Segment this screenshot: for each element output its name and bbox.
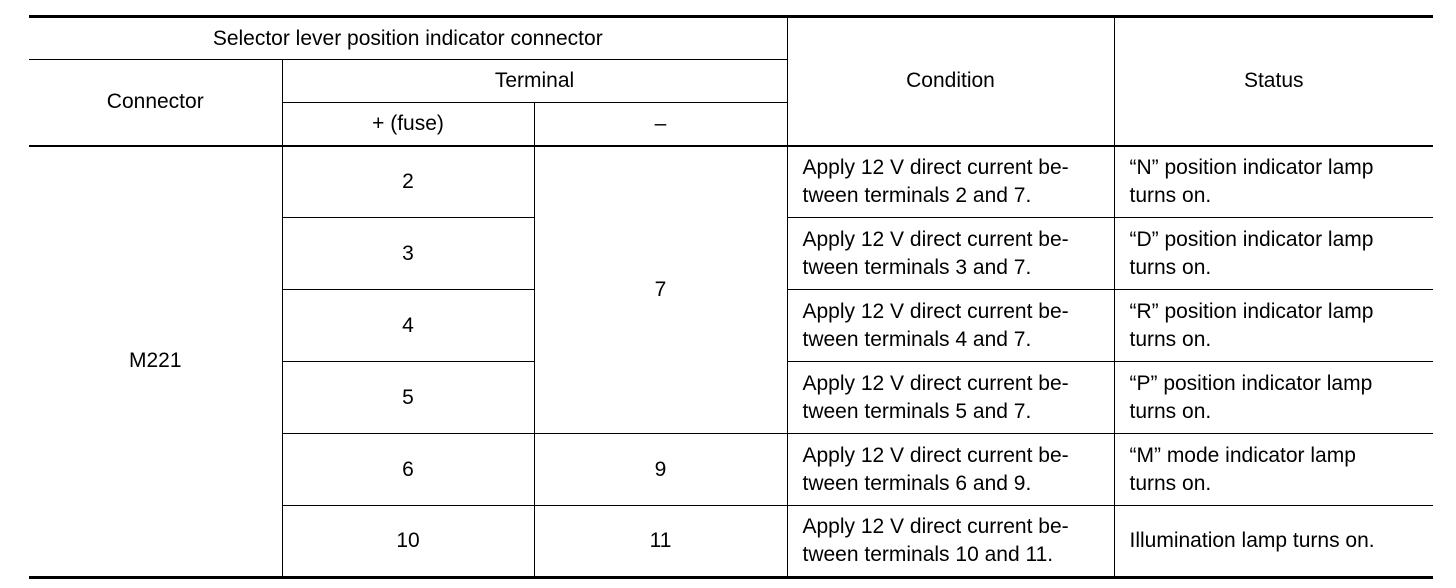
status-line-2: turns on. <box>1129 471 1212 495</box>
condition-line-2: tween terminals 4 and 7. <box>802 327 1032 351</box>
status-cell <box>1114 218 1433 290</box>
status-line-2: turns on. <box>1129 255 1212 279</box>
status-cell <box>1114 434 1433 506</box>
header-terminal-minus: – <box>534 103 787 146</box>
condition-line-1: Apply 12 V direct current be- <box>802 155 1069 179</box>
condition-cell <box>787 362 1114 434</box>
status-line-1: “M” mode indicator lamp <box>1129 443 1356 467</box>
status-cell <box>1114 290 1433 362</box>
terminal-minus-cell: 11 <box>534 506 787 578</box>
terminal-plus-cell: 5 <box>282 362 534 434</box>
condition-line-1: Apply 12 V direct current be- <box>802 443 1069 467</box>
status-line-1: “R” position indicator lamp <box>1129 299 1374 323</box>
condition-line-1: Apply 12 V direct current be- <box>802 371 1069 395</box>
condition-cell <box>787 146 1114 218</box>
header-connector: Connector <box>29 60 282 146</box>
header-condition: Condition <box>787 17 1114 146</box>
status-line-2: turns on. <box>1129 327 1212 351</box>
condition-line-2: tween terminals 6 and 9. <box>802 471 1032 495</box>
header-row-1 <box>29 17 1433 60</box>
condition-line-2: tween terminals 10 and 11. <box>802 543 1054 566</box>
table-row <box>29 146 1433 218</box>
connector-inspection-table <box>29 15 1433 579</box>
status-line-1: “N” position indicator lamp <box>1129 155 1374 179</box>
status-line-2: turns on. <box>1129 399 1212 423</box>
header-terminal: Terminal <box>282 60 787 103</box>
condition-cell <box>787 290 1114 362</box>
status-cell <box>1114 362 1433 434</box>
terminal-plus-cell: 6 <box>282 434 534 506</box>
status-line-1: “P” position indicator lamp <box>1129 371 1373 395</box>
condition-line-1: Apply 12 V direct current be- <box>802 515 1069 538</box>
header-selector-connector: Selector lever position indicator connector <box>29 17 787 60</box>
status-cell: Illumination lamp turns on. <box>1114 506 1433 578</box>
terminal-minus-shared-cell: 7 <box>534 146 787 434</box>
header-terminal-plus: + (fuse) <box>282 103 534 146</box>
terminal-minus-cell: 9 <box>534 434 787 506</box>
condition-line-2: tween terminals 5 and 7. <box>802 399 1032 423</box>
condition-line-2: tween terminals 3 and 7. <box>802 255 1032 279</box>
status-cell <box>1114 146 1433 218</box>
condition-line-1: Apply 12 V direct current be- <box>802 227 1069 251</box>
condition-cell <box>787 434 1114 506</box>
condition-line-1: Apply 12 V direct current be- <box>802 299 1069 323</box>
header-status: Status <box>1114 17 1433 146</box>
condition-line-2: tween terminals 2 and 7. <box>802 183 1032 207</box>
terminal-plus-cell: 10 <box>282 506 534 578</box>
connector-value: M221 <box>29 146 282 578</box>
status-line-2: turns on. <box>1129 183 1212 207</box>
terminal-plus-cell: 2 <box>282 146 534 218</box>
condition-cell <box>787 506 1114 578</box>
status-line-1: “D” position indicator lamp <box>1129 227 1374 251</box>
terminal-plus-cell: 3 <box>282 218 534 290</box>
terminal-plus-cell: 4 <box>282 290 534 362</box>
condition-cell <box>787 218 1114 290</box>
